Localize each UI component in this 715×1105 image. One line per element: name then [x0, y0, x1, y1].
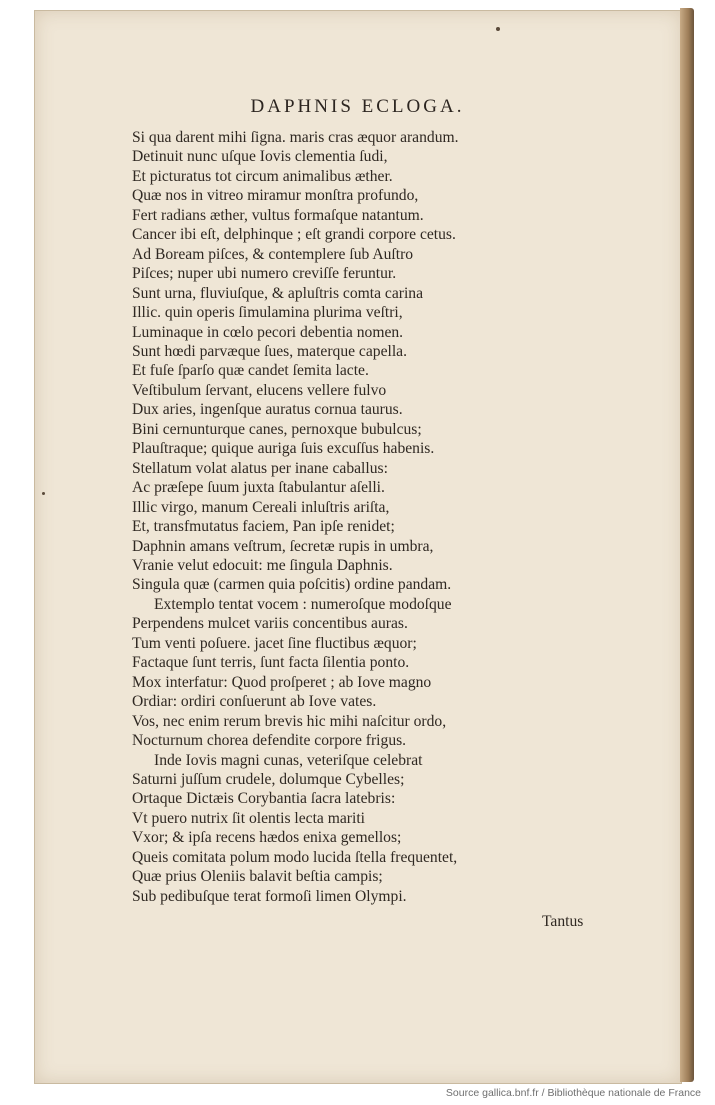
verse-line: Ad Boream piſces, & contemplere ſub Auſtro	[132, 245, 414, 263]
ink-speck	[42, 492, 45, 495]
verse-line: Illic. quin operis ſimulamina plurima veſtri,	[132, 304, 403, 322]
verse-line: Sub pedibuſque terat formoſi limen Olympi.	[132, 887, 407, 905]
verse-line: Dux aries, ingenſque auratus cornua taurus.	[132, 401, 403, 419]
verse-line: Quæ prius Oleniis balavit beſtia campis;	[132, 868, 383, 886]
verse-line: Perpendens mulcet variis concentibus auras.	[132, 615, 408, 633]
ink-speck	[496, 27, 500, 31]
verse-line: Fert radians æther, vultus formaſque natantum.	[132, 206, 424, 224]
verse-line: Ortaque Dictæis Corybantia ſacra latebris:	[132, 790, 396, 808]
verse-line: Illic virgo, manum Cereali inluſtris ariſta,	[132, 498, 390, 516]
verse-line: Bini cernunturque canes, pernoxque bubulcus;	[132, 420, 422, 438]
verse-line: Daphnin amans veſtrum, ſecretæ rupis in umbra,	[132, 537, 434, 555]
verse-line: Singula quæ (carmen quia poſcitis) ordine pandam.	[132, 576, 452, 594]
verse-line: Quæ nos in vitreo miramur monſtra profundo,	[132, 187, 419, 205]
verse-line: Nocturnum chorea defendite corpore frigus.	[132, 732, 407, 750]
verse-line: Et picturatus tot circum animalibus æther.	[132, 167, 393, 185]
verse-line: Inde Iovis magni cunas, veteriſque celebrat	[154, 751, 423, 769]
verse-line: Tum venti poſuere. jacet ſine fluctibus æquor;	[132, 634, 417, 652]
verse-line: Luminaque in cœlo pecori debentia nomen.	[132, 323, 404, 341]
book-spine-edge	[680, 8, 694, 1082]
verse-line: Stellatum volat alatus per inane caballus:	[132, 459, 388, 477]
verse-line: Vt puero nutrix ſit olentis lecta mariti	[132, 809, 365, 827]
verse-line: Si qua darent mihi ſigna. maris cras æquor arandum.	[132, 129, 459, 146]
verse-line: Detinuit nunc uſque Iovis clementia ſudi,	[132, 148, 388, 166]
verse-line: Veſtibulum ſervant, elucens vellere fulvo	[132, 381, 387, 399]
verse-line: Mox interfatur: Quod proſperet ; ab Iove magno	[132, 673, 432, 691]
source-attribution: Source gallica.bnf.fr / Bibliothèque nationale de France	[445, 1087, 701, 1099]
verse-line: Saturni juſſum crudele, dolumque Cybelles;	[132, 770, 405, 788]
verse-line: Sunt hœdi parvæque ſues, materque capella.	[132, 342, 407, 360]
verse-line: Cancer ibi eſt, delphinque ; eſt grandi corpore cetus.	[132, 226, 456, 244]
verse-line: Ordiar: ordiri conſuerunt ab Iove vates.	[132, 693, 377, 711]
catchword: Tantus	[542, 913, 584, 930]
verse-line: Et, transfmutatus faciem, Pan ipſe renidet;	[132, 518, 395, 536]
verse-line: Ac præſepe ſuum juxta ſtabulantur aſelli.	[132, 479, 385, 497]
verse-line: Vos, nec enim rerum brevis hic mihi naſcitur ordo,	[132, 712, 447, 730]
verse-line: Piſces; nuper ubi numero creviſſe feruntur.	[132, 265, 397, 283]
verse-line: Queis comitata polum modo lucida ſtella frequentet,	[132, 848, 458, 866]
verse-line: Plauſtraque; quique auriga ſuis excuſſus habenis.	[132, 440, 435, 458]
verse-line: Vxor; & ipſa recens hædos enixa gemellos;	[132, 829, 402, 847]
verse-line: Vranie velut edocuit: me ſingula Daphnis.	[132, 556, 393, 574]
verse-line: Extemplo tentat vocem : numeroſque modoſque	[154, 595, 452, 613]
page-title: DAPHNIS ECLOGA.	[250, 96, 465, 117]
verse-line: Sunt urna, fluviuſque, & apluſtris comta carina	[132, 284, 424, 302]
verse-line: Factaque ſunt terris, ſunt facta ſilentia ponto.	[132, 654, 410, 672]
verse-line: Et fuſe ſparſo quæ candet ſemita lacte.	[132, 362, 369, 380]
verse-text-block	[132, 128, 459, 906]
